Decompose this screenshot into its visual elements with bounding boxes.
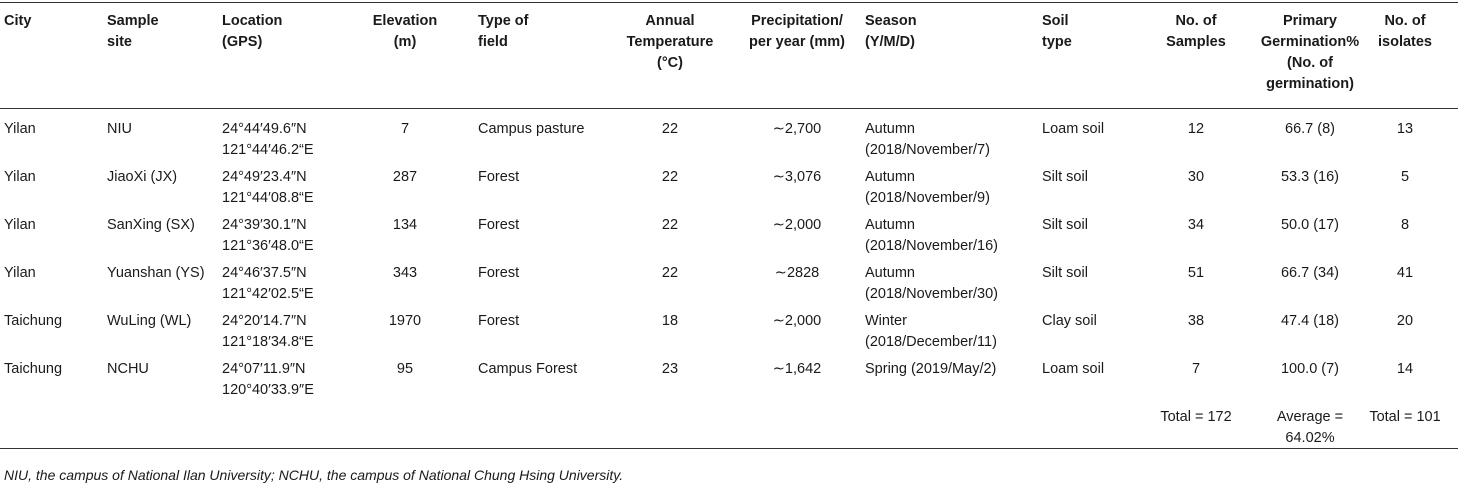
column-header-isolates: isolates xyxy=(1378,34,1432,50)
cell-temperature: 18 xyxy=(661,313,679,329)
column-header-germ: (No. of xyxy=(1287,55,1333,71)
cell-elevation: 7 xyxy=(400,121,410,137)
cell-samples: 51 xyxy=(1187,265,1205,281)
cell-isolates: 20 xyxy=(1396,313,1414,329)
column-header-site: site xyxy=(107,34,132,50)
cell-isolates: 13 xyxy=(1396,121,1414,137)
column-header-field: field xyxy=(478,34,508,50)
cell-precipitation: ∼2,700 xyxy=(772,121,822,137)
cell-temperature: 22 xyxy=(661,265,679,281)
cell-site: SanXing (SX) xyxy=(107,217,195,233)
cell-longitude: 121°44′46.2“E xyxy=(222,142,314,158)
cell-latitude: 24°39′30.1″N xyxy=(222,217,307,233)
cell-site: JiaoXi (JX) xyxy=(107,169,178,185)
cell-elevation: 134 xyxy=(392,217,418,233)
column-header-germ: Primary xyxy=(1282,13,1337,29)
cell-longitude: 121°18′34.8“E xyxy=(222,334,314,350)
cell-temperature: 22 xyxy=(661,169,679,185)
cell-season: Autumn xyxy=(865,169,915,185)
cell-precipitation: ∼3,076 xyxy=(772,169,822,185)
table-top-rule xyxy=(0,2,1458,3)
column-header-field: Type of xyxy=(478,13,529,29)
cell-samples: 38 xyxy=(1187,313,1205,329)
cell-isolates: 8 xyxy=(1400,217,1410,233)
column-header-temp: Annual xyxy=(645,13,695,29)
cell-elevation: 343 xyxy=(392,265,418,281)
column-header-soil: Soil xyxy=(1042,13,1069,29)
cell-season-date: (2018/December/11) xyxy=(865,334,997,350)
cell-field-type: Forest xyxy=(478,169,520,185)
cell-samples: 12 xyxy=(1187,121,1205,137)
cell-isolates: 41 xyxy=(1396,265,1414,281)
average-germination-value: 64.02% xyxy=(1285,430,1335,446)
cell-soil-type: Silt soil xyxy=(1042,265,1088,281)
average-germination-label: Average = xyxy=(1276,409,1344,425)
cell-city: Taichung xyxy=(4,313,63,329)
cell-season-date: (2018/November/16) xyxy=(865,238,998,254)
cell-precipitation: ∼2828 xyxy=(774,265,820,281)
cell-field-type: Campus pasture xyxy=(478,121,585,137)
cell-latitude: 24°20′14.7″N xyxy=(222,313,307,329)
cell-soil-type: Loam soil xyxy=(1042,121,1105,137)
cell-longitude: 121°42′02.5“E xyxy=(222,286,314,302)
cell-temperature: 22 xyxy=(661,217,679,233)
cell-soil-type: Silt soil xyxy=(1042,217,1088,233)
cell-samples: 34 xyxy=(1187,217,1205,233)
column-header-soil: type xyxy=(1042,34,1072,50)
cell-soil-type: Clay soil xyxy=(1042,313,1097,329)
cell-field-type: Campus Forest xyxy=(478,361,578,377)
cell-site: Yuanshan (YS) xyxy=(107,265,205,281)
cell-longitude: 121°36′48.0“E xyxy=(222,238,314,254)
column-header-germ: germination) xyxy=(1266,76,1354,92)
cell-latitude: 24°44′49.6″N xyxy=(222,121,307,137)
column-header-precip: Precipitation/ xyxy=(751,13,843,29)
table-bottom-rule xyxy=(0,448,1458,449)
column-header-season: Season xyxy=(865,13,917,29)
column-header-season: (Y/M/D) xyxy=(865,34,915,50)
cell-latitude: 24°49′23.4″N xyxy=(222,169,307,185)
column-header-elevation: Elevation xyxy=(372,13,438,29)
cell-isolates: 14 xyxy=(1396,361,1414,377)
cell-germination: 53.3 (16) xyxy=(1280,169,1340,185)
cell-elevation: 287 xyxy=(392,169,418,185)
cell-city: Taichung xyxy=(4,361,63,377)
column-header-site: Sample xyxy=(107,13,159,29)
cell-season: Autumn xyxy=(865,121,915,137)
cell-temperature: 22 xyxy=(661,121,679,137)
cell-precipitation: ∼1,642 xyxy=(772,361,822,377)
cell-elevation: 95 xyxy=(396,361,414,377)
column-header-samples: Samples xyxy=(1166,34,1226,50)
column-header-precip: per year (mm) xyxy=(749,34,845,50)
column-header-location: (GPS) xyxy=(222,34,263,50)
cell-season: Autumn xyxy=(865,217,915,233)
cell-soil-type: Loam soil xyxy=(1042,361,1105,377)
cell-season-date: (2018/November/9) xyxy=(865,190,990,206)
cell-germination: 47.4 (18) xyxy=(1280,313,1340,329)
cell-germination: 100.0 (7) xyxy=(1280,361,1340,377)
cell-city: Yilan xyxy=(4,169,36,185)
total-samples: Total = 172 xyxy=(1160,409,1232,425)
cell-germination: 50.0 (17) xyxy=(1280,217,1340,233)
cell-samples: 30 xyxy=(1187,169,1205,185)
cell-season: Autumn xyxy=(865,265,915,281)
cell-season: Winter xyxy=(865,313,907,329)
table-footnote: NIU, the campus of National Ilan University; NCHU, the campus of National Chung Hsing University. xyxy=(4,467,624,483)
cell-soil-type: Silt soil xyxy=(1042,169,1088,185)
cell-precipitation: ∼2,000 xyxy=(772,313,822,329)
cell-germination: 66.7 (34) xyxy=(1280,265,1340,281)
cell-elevation: 1970 xyxy=(388,313,422,329)
cell-city: Yilan xyxy=(4,217,36,233)
cell-site: NCHU xyxy=(107,361,149,377)
cell-latitude: 24°07′11.9″N xyxy=(222,361,306,377)
total-isolates: Total = 101 xyxy=(1369,409,1441,425)
column-header-city: City xyxy=(4,13,32,29)
column-header-samples: No. of xyxy=(1175,13,1217,29)
cell-temperature: 23 xyxy=(661,361,679,377)
cell-isolates: 5 xyxy=(1400,169,1410,185)
cell-site: WuLing (WL) xyxy=(107,313,192,329)
column-header-temp: Temperature xyxy=(626,34,714,50)
cell-germination: 66.7 (8) xyxy=(1285,121,1335,137)
cell-season: Spring (2019/May/2) xyxy=(865,361,997,377)
cell-samples: 7 xyxy=(1191,361,1201,377)
column-header-elevation: (m) xyxy=(393,34,417,50)
column-header-location: Location xyxy=(222,13,283,29)
cell-season-date: (2018/November/7) xyxy=(865,142,990,158)
column-header-temp: (°C) xyxy=(657,55,683,71)
column-header-germ: Germination% xyxy=(1260,34,1360,50)
cell-field-type: Forest xyxy=(478,217,520,233)
cell-longitude: 120°40′33.9″E xyxy=(222,382,314,398)
cell-longitude: 121°44′08.8“E xyxy=(222,190,314,206)
cell-field-type: Forest xyxy=(478,313,520,329)
cell-site: NIU xyxy=(107,121,132,137)
cell-city: Yilan xyxy=(4,121,36,137)
cell-precipitation: ∼2,000 xyxy=(772,217,822,233)
table-header-rule xyxy=(0,108,1458,109)
cell-city: Yilan xyxy=(4,265,36,281)
cell-latitude: 24°46′37.5″N xyxy=(222,265,307,281)
cell-field-type: Forest xyxy=(478,265,520,281)
cell-season-date: (2018/November/30) xyxy=(865,286,998,302)
column-header-isolates: No. of xyxy=(1384,13,1426,29)
